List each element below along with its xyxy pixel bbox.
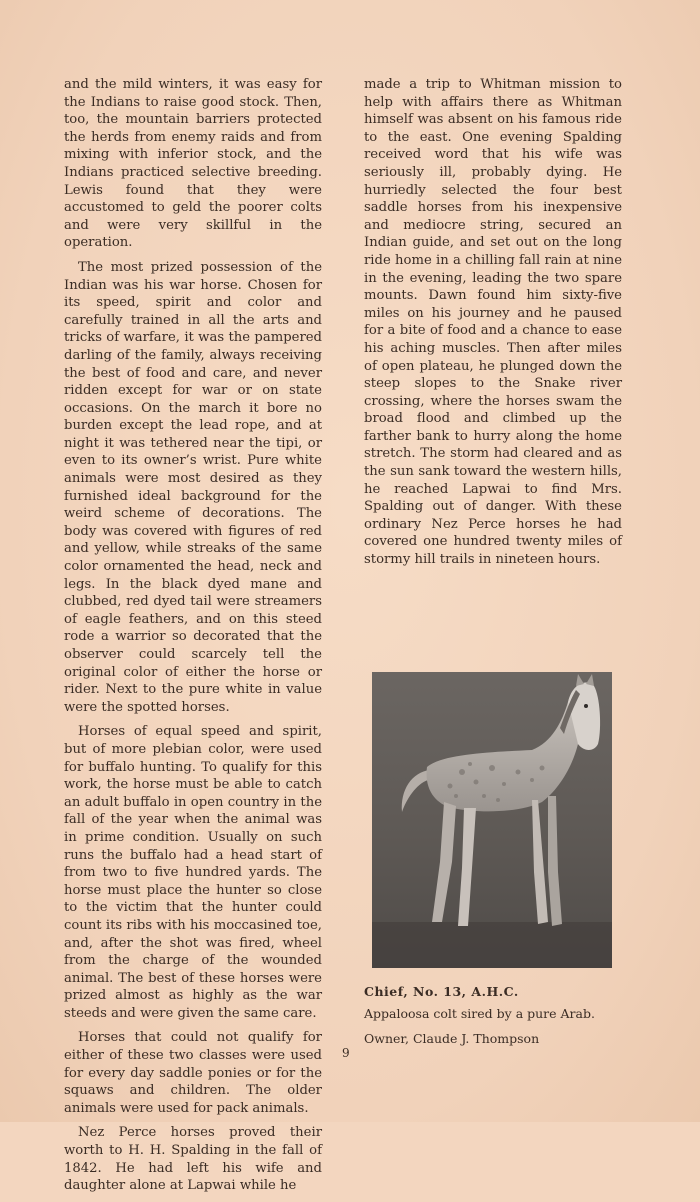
photo-caption-owner: Owner, Claude J. Thompson (364, 1031, 540, 1046)
photo-caption-description: Appaloosa colt sired by a pure Arab. (364, 1006, 595, 1021)
left-column (64, 76, 322, 1202)
paragraph: made a trip to Whitman mission to help with affairs there as Whitman himself was absent on his famous ride to the east. One evening Spalding received word that his wife was seriously ill, probably dying. He hurriedly selected the four best saddle horses from his inexpensive and mediocre string, secured an Indian guide, and set out on the long ride home in a chilling fall rain at nine in the evening, leading the two spare mounts. Dawn found him sixty-five miles on his journey and he paused for a bite of food and a chance to ease his aching muscles. Then after miles of open plateau, he plunged down the steep slopes to the Snake river crossing, where the horses swam the broad flood and climbed up the farther bank to hurry along the home stretch. The storm had cleared and as the sun sank toward the western hills, he reached Lapwai to find Mrs. Spalding out of danger. With these ordinary Nez Perce horses he had covered one hundred twenty miles of stormy hill trails in nineteen hours. (364, 77, 622, 568)
photo-caption-title: Chief, No. 13, A.H.C. (364, 984, 519, 999)
appaloosa-colt-photo (372, 672, 612, 968)
paragraph: Horses of equal speed and spirit, but of more plebian color, were used for buffalo hunting. To qualify for this work, the horse must be able to catch an adult buffalo in open country in the fall of the year when the animal was in prime condition. Usually on such runs the buffalo had a head start of from two to five hundred yards. The horse must place the hunter so close to the victim that the hunter could count its ribs with his moccasined toe, and, after the shot was fired, wheel from the charge of the wounded animal. The best of these horses were prized almost as highly as the war steeds and were given the same care. (64, 724, 322, 1021)
paragraph: The most prized possession of the Indian was his war horse. Chosen for its speed, spirit and color and carefully trained in all the arts and tricks of warfare, it was the pampered darling of the family, always receiving the best of food and care, and never ridden except for war or on state occasions. On the march it bore no burden except the lead rope, and at night it was tethered near the tipi, or even to its owner’s wrist. Pure white animals were most desired as they furnished ideal background for the weird scheme of decorations. The body was covered with figures of red and yellow, while streaks of the same color ornamented the head, neck and legs. In the black dyed mane and clubbed, red dyed tail were streamers of eagle feathers, and on this steed rode a warrior so decorated that the observer could scarcely tell the original color of either the horse or rider. Next to the pure white in value were the spotted horses. (64, 259, 322, 715)
page-number: 9 (342, 1046, 350, 1060)
paragraph: Horses that could not qualify for either of these two classes were used for every day saddle ponies or for the squaws and children. The older animals were used for pack animals. (64, 1030, 322, 1116)
paragraph: Nez Perce horses proved their worth to H. H. Spalding in the fall of 1842. He had left his wife and daughter alone at Lapwai while he (64, 1125, 322, 1194)
right-column (364, 76, 622, 576)
paragraph: and the mild winters, it was easy for the Indians to raise good stock. Then, too, the mountain barriers protected the herds from enemy raids and from mixing with inferior stock, and the Indians practiced selective breeding. Lewis found that they were accustomed to geld the poorer colts and were very skillful in the operation. (64, 77, 322, 251)
colt-illustration (372, 672, 612, 968)
